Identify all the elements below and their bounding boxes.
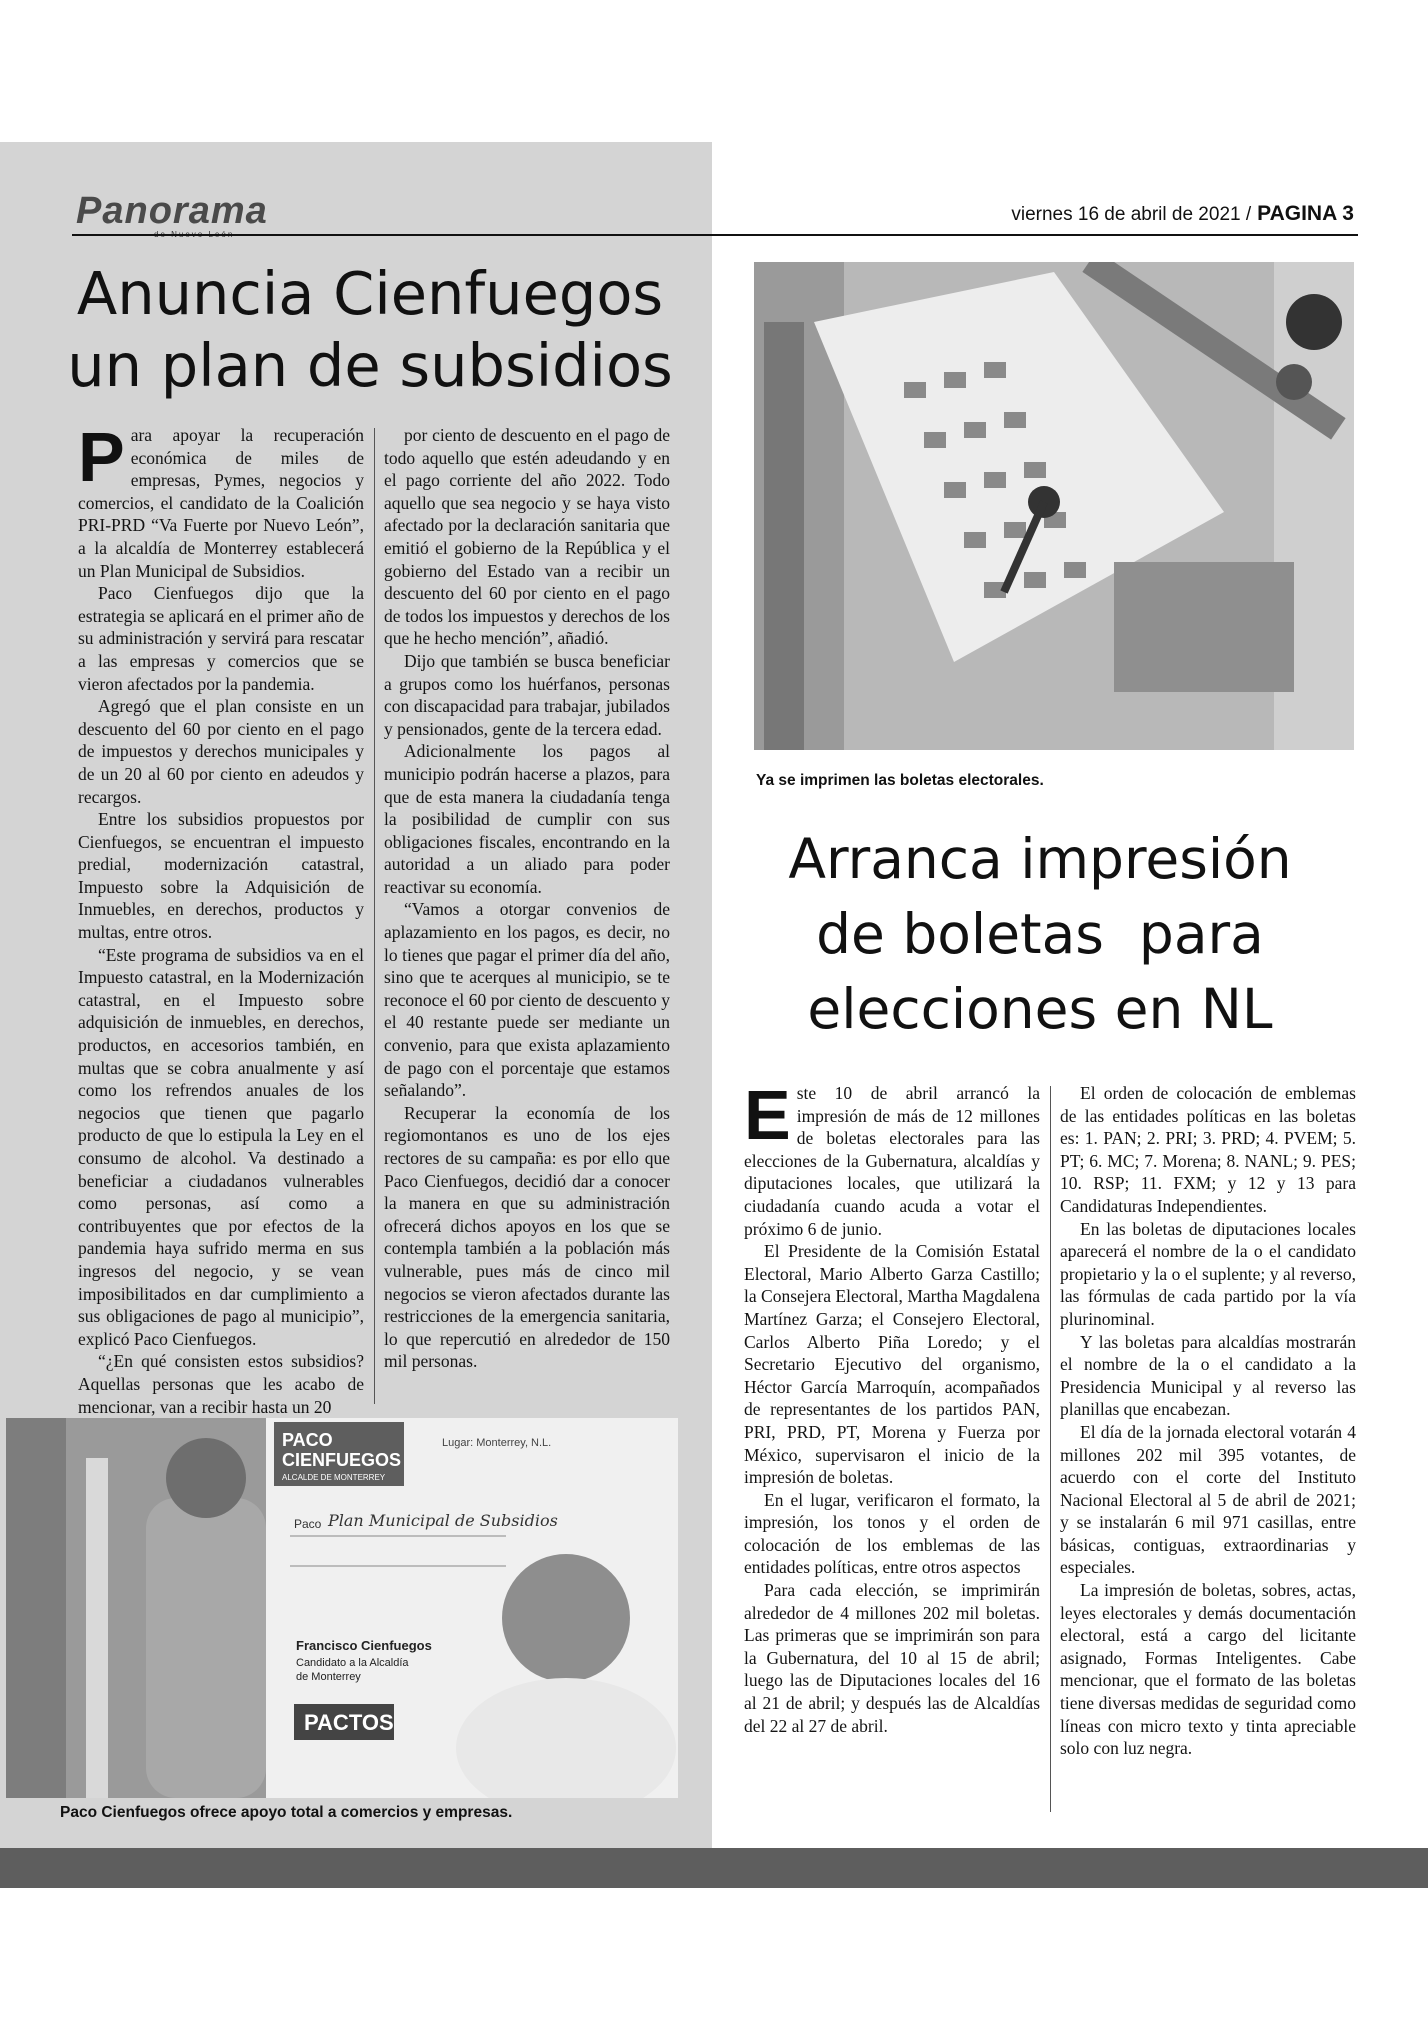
paragraph: En el lugar, verificaron el formato, la impresión, los tonos y el orden de colocación de los emblemas de las entidades políticas, entre otros aspectos xyxy=(744,1489,1040,1578)
paragraph: El día de la jornada electoral votarán 4 millones 202 mil 395 votantes, de acuerdo con el corte del Instituto Nacional Electoral al 5 de abril de 2021; y se instalarán 6 mil 971 casillas, entre básicas, contiguas, extraordinarias y especiales. xyxy=(1060,1421,1356,1578)
paragraph: Recuperar la economía de los regiomontanos es uno de los ejes rectores de su campaña: es por ello que Paco Cienfuegos, decidió dar a conocer la manera en que su administración ofrecerá dichos apoyos en los que se contempla también a la población más vulnerable, pues más de cinco mil negocios se vieron afectados durante las restricciones de la emergencia sanitaria, lo que repercutió en alrededor de 150 mil personas. xyxy=(384,1102,670,1372)
paragraph: Agregó que el plan consiste en un descuento del 60 por ciento en el pago de impuestos y derechos municipales y de un 20 al 60 por ciento en adeudos y recargos. xyxy=(78,696,364,807)
article2-photo xyxy=(754,262,1354,750)
svg-text:PACTOS: PACTOS xyxy=(304,1710,394,1735)
svg-text:Francisco Cienfuegos: Francisco Cienfuegos xyxy=(296,1638,432,1653)
paragraph: Adicionalmente los pagos al municipio podrán hacerse a plazos, para que de esta manera la ciudadanía tenga la posibilidad de cumplir con sus obligaciones fiscales, encontrando en la autoridad a un aliado para poder reactivar su economía. xyxy=(384,741,670,897)
article1-column-1 xyxy=(78,418,364,1418)
svg-text:PACO: PACO xyxy=(282,1430,333,1450)
header-rule xyxy=(72,234,1358,236)
article2-headline-line1: Arranca impresión xyxy=(788,827,1292,891)
article2-headline-line2: de boletas para xyxy=(816,902,1264,966)
paragraph: La impresión de boletas, sobres, actas, leyes electorales y demás documentación electoral, está a cargo del licitante asignado, Formas Inteligentes. Cabe mencionar, que el formato de las boletas tiene diversas medidas de seguridad como líneas con micro texto y tinta apreciable solo con luz negra. xyxy=(1060,1580,1356,1759)
article2-column-1 xyxy=(744,1076,1040,1737)
paragraph: Paco Cienfuegos dijo que la estrategia se aplicará en el primer año de su administración y servirá para rescatar a las empresas y comercios que se vieron afectados por la pandemia. xyxy=(78,583,364,694)
article2-photo-caption: Ya se imprimen las boletas electorales. xyxy=(756,772,1044,789)
paragraph: “Este programa de subsidios va en el Impuesto catastral, en la Modernización catastral, en el Impuesto sobre adquisición de inmuebles, en derechos, productos, en accesorios también, en multas que se cobra anualmente y así como los refrendos anuales de los negocios que tienen que pagarlo producto de que lo estipula la Ley en el consumo de alcohol. Va destinado a beneficiar a ciudadanos vulnerables como personas, así como a contribuyentes que por efectos de la pandemia haya sufrido merma en sus ingresos del negocio, y se vean imposibilitados en dar cumplimiento a sus obligaciones de pago al municipio”, explicó Paco Cienfuegos. xyxy=(78,944,364,1349)
article1-photo xyxy=(6,1418,678,1798)
article1-photo-caption: Paco Cienfuegos ofrece apoyo total a comercios y empresas. xyxy=(60,1804,513,1821)
column-divider xyxy=(1050,1086,1051,1812)
masthead xyxy=(76,192,268,239)
paragraph: “¿En qué consisten estos subsidios? Aquellas personas que les acabo de mencionar, van a recibir hasta un 20 xyxy=(78,1351,364,1417)
svg-text:ALCALDE DE MONTERREY: ALCALDE DE MONTERREY xyxy=(282,1473,386,1482)
svg-text:de Monterrey: de Monterrey xyxy=(296,1671,361,1683)
paragraph: por ciento de descuento en el pago de todo aquello que estén adeudando y en el pago corriente del año 2022. Todo aquello que sea negocio y se haya visto afectado por la declaración sanitaria que emitió el gobierno de la República y el gobierno del Estado van a recibir un descuento del 60 por ciento en el pago de todos los impuestos y derechos de los que he hecho mención”, añadió. xyxy=(384,425,670,649)
ballot-printing-press-photo xyxy=(754,262,1354,750)
svg-text:Paco: Paco xyxy=(294,1517,322,1531)
dateline xyxy=(1011,202,1354,226)
paragraph: El Presidente de la Comisión Estatal Electoral, Mario Alberto Garza Castillo; la Consejera Electoral, Martha Magdalena Martínez Garza; el Consejero Electoral, Carlos Alberto Piña Loredo; y el Secretario Ejecutivo del organismo, Héctor García Marroquín, acompañados de representantes de los partidos PAN, PRI, PRD, PT, Morena y Fuerza por México, supervisaron el inicio de la impresión de boletas. xyxy=(744,1241,1040,1488)
article2-dropcap: E xyxy=(744,1076,791,1154)
article2-headline-line3: elecciones en NL xyxy=(807,977,1273,1041)
paragraph: Para cada elección, se imprimirán alrededor de 4 millones 202 mil boletas. Las primeras que se imprimirán son para la Gubernatura, del 10 al 15 de abril; luego las de Diputaciones locales del 16 al 21 de abril; y después las de Alcaldías del 22 al 27 de abril. xyxy=(744,1580,1040,1736)
article1-headline-line1: Anuncia Cienfuegos xyxy=(76,259,664,328)
paragraph: ste 10 de abril arrancó la impresión de más de 12 millones de boletas electorales para las elecciones de la Gubernatura, alcaldías y diputaciones locales, que utilizará la ciudadanía cuando acuda a votar el próximo 6 de junio. xyxy=(744,1083,1040,1239)
article1-headline-line2: un plan de subsidios xyxy=(67,331,673,400)
svg-text:Plan Municipal de Subsidios: Plan Municipal de Subsidios xyxy=(328,1511,558,1530)
column-divider xyxy=(374,428,375,1404)
paragraph: Y las boletas para alcaldías mostrarán el nombre de la o el candidato a la Presidencia Municipal y al reverso las planillas que encabezan. xyxy=(1060,1331,1356,1420)
paragraph: Dijo que también se busca beneficiar a grupos como los huérfanos, personas con discapacidad para trabajar, jubilados y pensionados, gente de la tercera edad. xyxy=(384,650,670,739)
paragraph: Entre los subsidios propuestos por Cienfuegos, se encuentran el impuesto predial, modernización catastral, Impuesto sobre la Adquisición de Inmuebles, en derechos, productos y multas, entre otros. xyxy=(78,809,364,943)
svg-text:CIENFUEGOS: CIENFUEGOS xyxy=(282,1450,402,1470)
article1-column-2 xyxy=(384,424,670,1373)
article2-headline xyxy=(740,822,1340,1047)
paragraph: “Vamos a otorgar convenios de aplazamiento en los pagos, es decir, no lo tienes que pagar el primer día del año, sino que te acerques al municipio, se te reconoce el 60 por ciento de descuento y el 40 restante puede ser mediante un convenio, para que exista aplazamiento de pago con el porcentaje que estamos señalando”. xyxy=(384,899,670,1101)
page-number: PAGINA 3 xyxy=(1257,202,1354,225)
newspaper-logo: Panorama xyxy=(76,190,268,232)
article1-headline xyxy=(40,258,700,402)
article1-dropcap: P xyxy=(78,418,125,496)
svg-text:Candidato a la Alcaldía: Candidato a la Alcaldía xyxy=(296,1657,409,1669)
article2-column-2 xyxy=(1060,1082,1356,1760)
svg-text:Lugar: Monterrey, N.L.: Lugar: Monterrey, N.L. xyxy=(442,1437,552,1449)
campaign-event-photo xyxy=(6,1418,678,1798)
paragraph: El orden de colocación de emblemas de las entidades políticas en las boletas es: 1. PAN; 2. PRI; 3. PRD; 4. PVEM; 5. PT; 6. MC; 7. Morena; 8. NANL; 9. PES; 10. RSP; 11. FXM; y 12 y 13 para Candidaturas Independientes. xyxy=(1060,1083,1356,1216)
paragraph: ara apoyar la recuperación económica de miles de empresas, Pymes, negocios y comercios, el candidato de la Coalición PRI-PRD “Va Fuerte por Nuevo León”, a la alcaldía de Monterrey establecerá un Plan Municipal de Subsidios. xyxy=(78,425,364,581)
issue-date: viernes 16 de abril de 2021 / xyxy=(1011,204,1252,225)
paragraph: En las boletas de diputaciones locales aparecerá el nombre de la o el candidato propietario y la o el suplente; y al reverso, las fórmulas de cada partido por la vía plurinominal. xyxy=(1060,1218,1356,1329)
footer-band xyxy=(0,1848,1428,1888)
